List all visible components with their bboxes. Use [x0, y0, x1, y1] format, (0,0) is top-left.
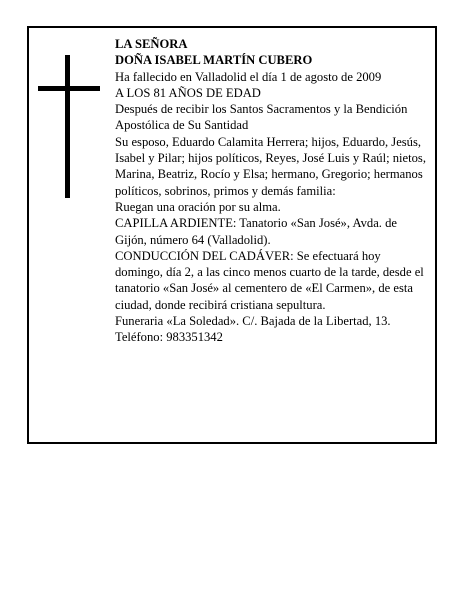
funeral-home-line: Funeraria «La Soledad». C/. Bajada de la Libertad, 13. — [115, 314, 391, 329]
notice-heading: LA SEÑORA — [115, 37, 188, 51]
phone-line: Teléfono: 983351342 — [115, 330, 223, 345]
family-paragraph: Su esposo, Eduardo Calamita Herrera; hijos, Eduardo, Jesús, Isabel y Pilar; hijos políticos, Reyes, José Luis y Raúl; nietos, Marina, Beatriz, Rocío y Elsa; hermano, Gregorio; hermanos políticos, sobrinos, primos y demás familia: — [115, 134, 426, 198]
sacraments-paragraph: Después de recibir los Santos Sacramentos y la Bendición Apostólica de Su Santidad — [115, 102, 408, 133]
conduction-paragraph: CONDUCCIÓN DEL CADÁVER: Se efectuará hoy domingo, día 2, a las cinco menos cuarto de la tarde, desde el tanatorio «San José» al cementero de «El Carmen», de esta ciudad, donde recibirá cristiana sepultura. — [115, 248, 424, 312]
age-line: A LOS 81 AÑOS DE EDAD — [115, 85, 261, 100]
cross-icon — [38, 55, 100, 198]
cross-horizontal-bar — [38, 86, 100, 91]
chapel-paragraph: CAPILLA ARDIENTE: Tanatorio «San José», Avda. de Gijón, número 64 (Valladolid). — [115, 216, 397, 247]
obituary-text — [115, 36, 428, 346]
prayer-line: Ruegan una oración por su alma. — [115, 199, 281, 214]
death-line: Ha fallecido en Valladolid el día 1 de agosto de 2009 — [115, 69, 382, 84]
cross-vertical-bar — [65, 55, 70, 198]
deceased-name: DOÑA ISABEL MARTÍN CUBERO — [115, 53, 313, 68]
